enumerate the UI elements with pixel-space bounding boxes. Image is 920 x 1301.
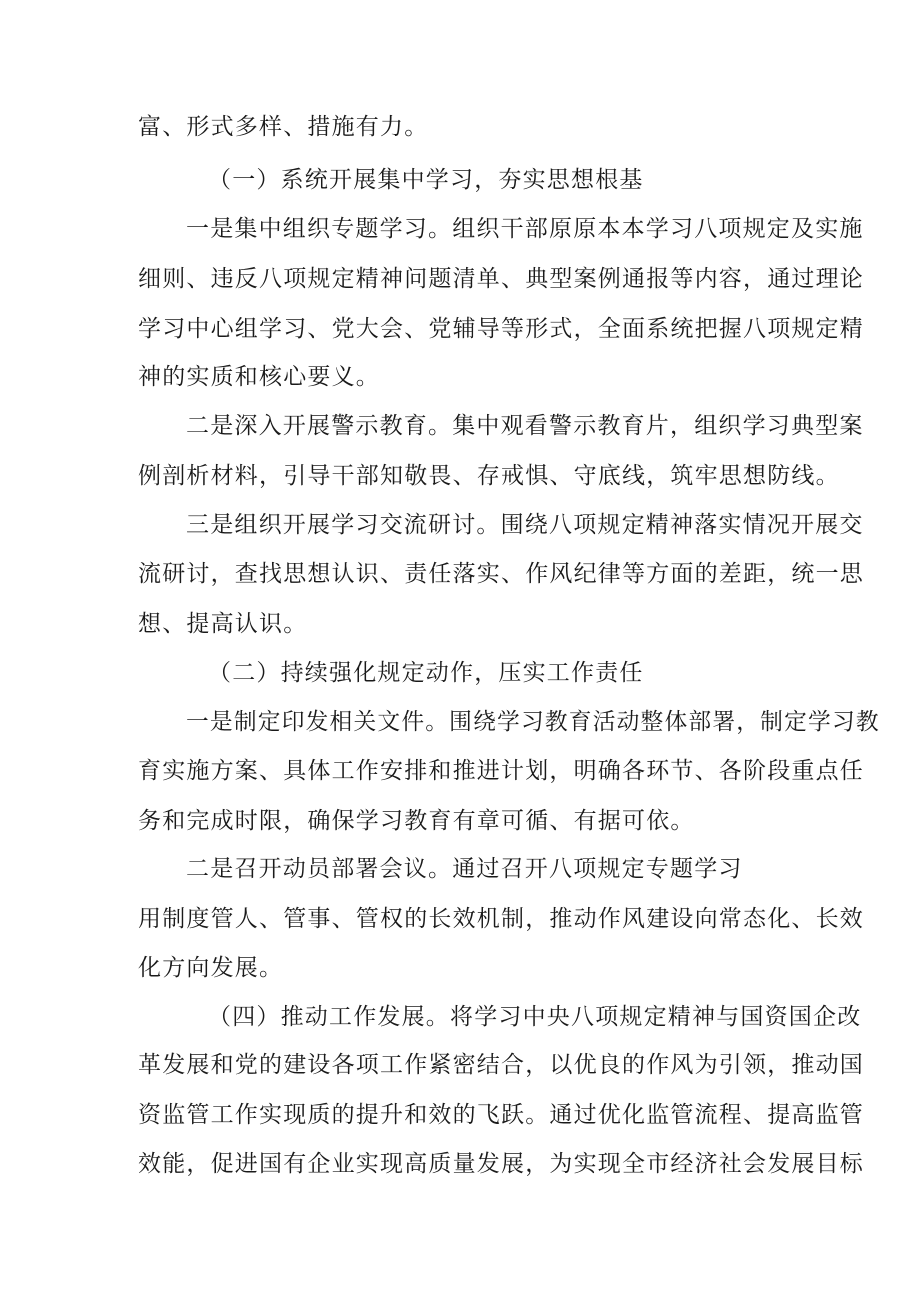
paragraph-line: 一是制定印发相关文件。围绕学习教育活动整体部署，制定学习教 bbox=[186, 709, 880, 735]
text-line: 用制度管人、管事、管权的长效机制，推动作风建设向常态化、长效 bbox=[138, 906, 864, 932]
text-line: 务和完成时限，确保学习教育有章可循、有据可依。 bbox=[138, 808, 695, 834]
text-line: 神的实质和核心要义。 bbox=[138, 364, 380, 390]
paragraph-line: 三是组织开展学习交流研讨。围绕八项规定精神落实情况开展交 bbox=[186, 512, 864, 538]
text-line: 革发展和党的建设各项工作紧密结合，以优良的作风为引领，推动国 bbox=[138, 1052, 864, 1078]
section-heading: （二）持续强化规定动作，压实工作责任 bbox=[208, 660, 644, 686]
paragraph-line: 一是集中组织专题学习。组织干部原原本本学习八项规定及实施 bbox=[186, 216, 864, 242]
text-line: 学习中心组学习、党大会、党辅导等形式，全面系统把握八项规定精 bbox=[138, 316, 864, 342]
text-line: 流研讨，查找思想认识、责任落实、作风纪律等方面的差距，统一思 bbox=[138, 561, 864, 587]
text-line: 育实施方案、具体工作安排和推进计划，明确各环节、各阶段重点任 bbox=[138, 758, 864, 784]
text-line: 细则、违反八项规定精神问题清单、典型案例通报等内容，通过理论 bbox=[138, 266, 864, 292]
section-heading: （四）推动工作发展。将学习中央八项规定精神与国资国企改 bbox=[208, 1004, 862, 1030]
text-line: 资监管工作实现质的提升和效的飞跃。通过优化监管流程、提高监管 bbox=[138, 1102, 864, 1128]
text-line: 想、提高认识。 bbox=[138, 611, 308, 637]
section-heading: （一）系统开展集中学习，夯实思想根基 bbox=[208, 167, 644, 193]
text-line: 化方向发展。 bbox=[138, 955, 284, 981]
text-line: 例剖析材料，引导干部知敬畏、存戒惧、守底线，筑牢思想防线。 bbox=[138, 463, 840, 489]
text-line: 富、形式多样、措施有力。 bbox=[138, 114, 429, 140]
paragraph-line: 二是深入开展警示教育。集中观看警示教育片，组织学习典型案 bbox=[186, 413, 864, 439]
paragraph-line: 二是召开动员部署会议。通过召开八项规定专题学习 bbox=[186, 856, 743, 882]
text-line: 效能，促进国有企业实现高质量发展，为实现全市经济社会发展目标 bbox=[138, 1151, 864, 1177]
